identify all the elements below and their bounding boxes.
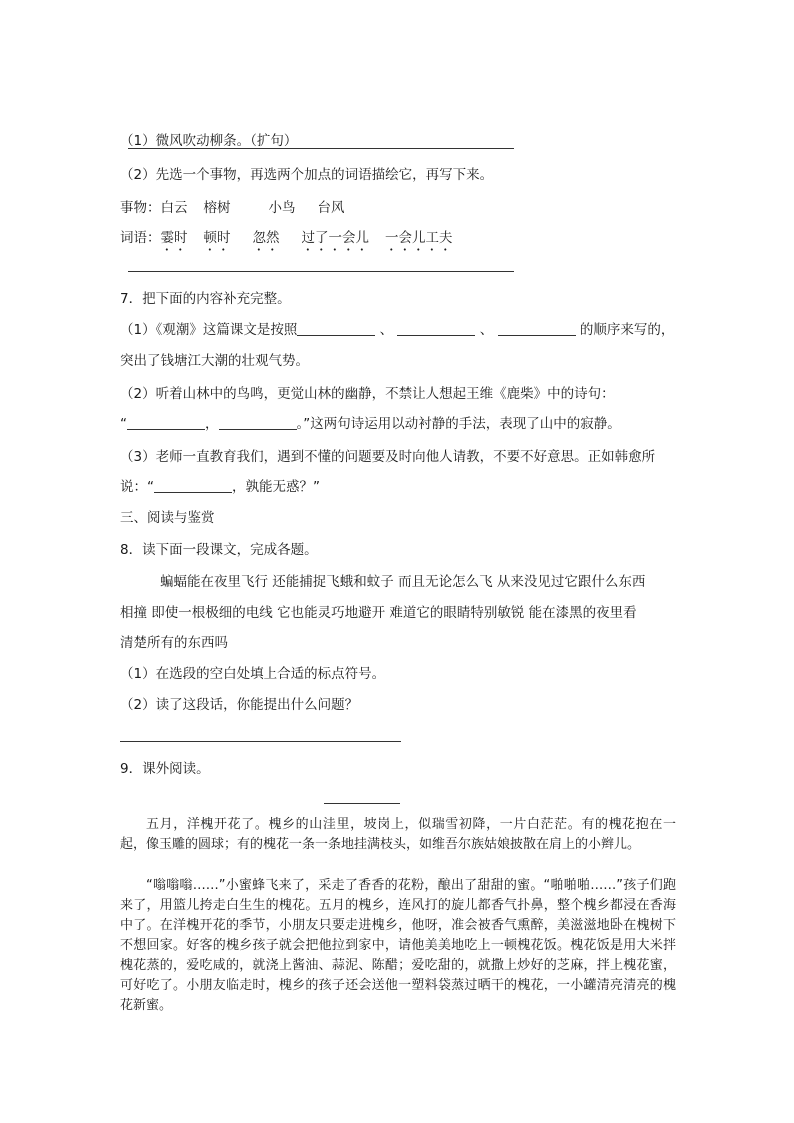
q7-item1-text: （1）《观潮》这篇课文是按照 xyxy=(120,322,298,338)
q7-item2-text: 。”这两句诗运用以动衬静的手法，表现了山中的寂静。 xyxy=(296,416,621,432)
q9-title: 9．课外阅读。 xyxy=(120,761,210,777)
words-label: 词语： xyxy=(120,230,161,246)
q6-answer-line-1[interactable] xyxy=(128,148,514,149)
comma: ， xyxy=(205,416,219,432)
dotted-word: 顿时 xyxy=(203,230,231,246)
q7-item1-line1 xyxy=(120,320,674,340)
thing-word: 台风 xyxy=(317,200,345,216)
q9-title-blank[interactable] xyxy=(324,803,400,804)
fill-blank[interactable] xyxy=(297,321,375,336)
q7-item2-line2 xyxy=(120,414,621,434)
separator: 、 xyxy=(379,322,394,338)
fill-blank[interactable] xyxy=(154,478,232,493)
q8-title: 8．读下面一段课文，完成各题。 xyxy=(120,542,318,558)
dotted-word: 忽然 xyxy=(252,230,280,246)
q9-paragraph-2: “嗡嗡嗡……”小蜜蜂飞来了，采走了香香的花粉，酿出了甜甜的蜜。“啪啪啪……”孩子们跑来了，用篮儿挎走白生生的槐花。五月的槐乡，连风打的旋儿都香气扑鼻，整个槐乡都浸在香海中了。在洋槐开花的季节，小朋友只要走进槐乡，他呀，准会被香气熏醉，美滋滋地卧在槐树下不想回家。好客的槐乡孩子就会把他拉到家中，请他美美地吃上一顿槐花饭。槐花饭是用大米拌槐花蒸的，爱吃咸的，就浇上酱油、蒜泥、陈醋；爱吃甜的，就撒上炒好的芝麻，拌上槐花蜜，可好吃了。小朋友临走时，槐乡的孩子还会送他一塑料袋蒸过晒干的槐花，一小罐清亮清亮的槐花新蜜。 xyxy=(120,878,676,1013)
q6-item1: （1）微风吹动柳条。（扩句） xyxy=(120,133,298,149)
q7-item3-line2 xyxy=(120,477,320,497)
fill-blank[interactable] xyxy=(219,415,297,430)
q6-item2: （2）先选一个事物，再选两个加点的词语描绘它，再写下来。 xyxy=(120,167,494,183)
separator: 、 xyxy=(479,322,494,338)
q7-item3-text: ，孰能无惑？” xyxy=(232,479,320,495)
section-heading: 三、阅读与鉴赏 xyxy=(120,510,215,526)
q7-item2-line1: （2）听着山林中的鸟鸣，更觉山林的幽静，不禁让人想起王维《鹿柴》中的诗句： xyxy=(120,386,615,402)
q7-item1-line2: 突出了钱塘江大潮的壮观气势。 xyxy=(120,353,309,369)
fill-blank[interactable] xyxy=(498,321,576,336)
dotted-word: 霎时 xyxy=(160,230,188,246)
q6-words-row xyxy=(120,228,453,254)
q9-paragraph-1: 五月，洋槐开花了。槐乡的山洼里，坡岗上，似瑞雪初降，一片白茫茫。有的槐花抱在一起，像玉雕的圆球；有的槐花一条一条地挂满枝头，如维吾尔族姑娘披散在肩上的小辫儿。 xyxy=(120,817,676,852)
dotted-word: 一会儿工夫 xyxy=(385,230,453,246)
thing-word: 白云 xyxy=(160,200,188,216)
q8-answer-line[interactable] xyxy=(120,741,401,742)
dotted-word: 过了一会儿 xyxy=(301,230,369,246)
q7-item3-line1: （3）老师一直教育我们，遇到不懂的问题要及时向他人请教，不要不好意思。正如韩愈所 xyxy=(120,449,656,465)
fill-blank[interactable] xyxy=(397,321,475,336)
quote-open: “ xyxy=(120,416,127,432)
q7-title: 7．把下面的内容补充完整。 xyxy=(120,291,291,307)
thing-word: 榕树 xyxy=(203,200,231,216)
q8-passage-line: 清楚所有的东西吗 xyxy=(120,635,228,651)
q8-passage-line: 蝙蝠能在夜里飞行 还能捕捉飞蛾和蚊子 而且无论怎么飞 从来没见过它跟什么东西 xyxy=(160,574,646,590)
q6-answer-line-2[interactable] xyxy=(128,271,514,272)
q8-passage-line: 相撞 即使一根极细的电线 它也能灵巧地避开 难道它的眼睛特别敏锐 能在漆黑的夜里看 xyxy=(120,605,637,621)
q6-things-row xyxy=(120,198,345,218)
q7-item3-text: 说：“ xyxy=(120,479,154,495)
fill-blank[interactable] xyxy=(127,415,205,430)
thing-word: 小鸟 xyxy=(268,200,296,216)
q7-item1-text: 的顺序来写的， xyxy=(579,322,675,338)
things-label: 事物： xyxy=(120,200,161,216)
q8-item2: （2）读了这段话，你能提出什么问题？ xyxy=(120,697,359,713)
q8-item1: （1）在选段的空白处填上合适的标点符号。 xyxy=(120,666,386,682)
